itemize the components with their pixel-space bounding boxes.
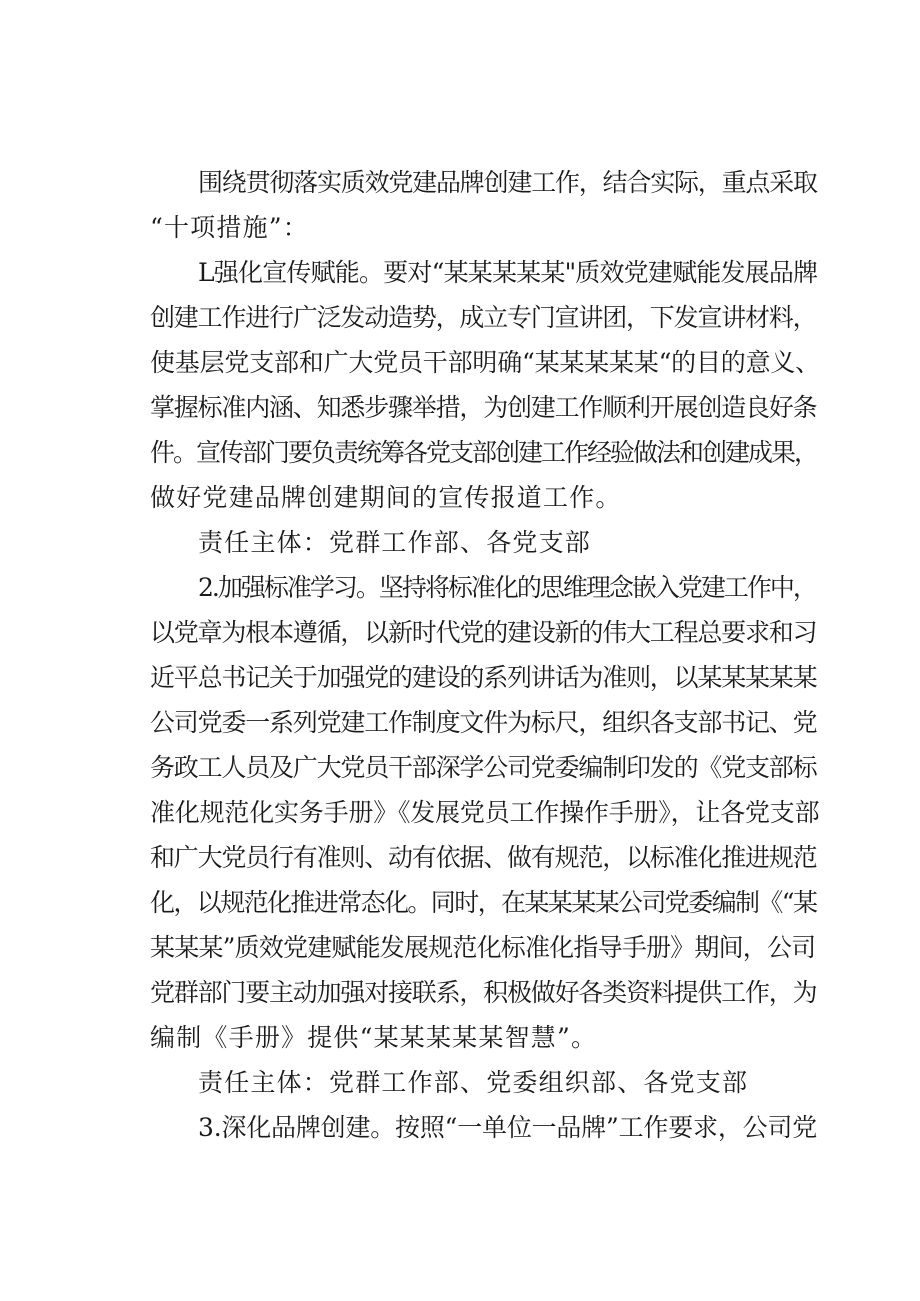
responsibility-1: 责任主体：党群工作部、各党支部 [198,528,592,557]
measure-2-heading-line: 2.加强标准学习。坚持将标准化的思维理念嵌入党建工作中， [198,573,816,602]
measure-1-line: 创建工作进行广泛发动造势，成立专门宣讲团，下发宣讲材料， [150,303,817,332]
measure-2-line: 近平总书记关于加强党的建设的系列讲话为准则，以某某某某某 [150,663,817,692]
measure-2-line: 务政工人员及广大党员干部深学公司党委编制印发的《党支部标 [150,753,817,782]
measure-2-line: 党群部门要主动加强对接联系，积极做好各类资料提供工作，为 [150,978,817,1007]
measure-2-line: 和广大党员行有准则、动有依据、做有规范，以标准化推进规范 [150,843,817,872]
measure-2-line: 公司党委一系列党建工作制度文件为标尺，组织各支部书记、党 [150,708,817,737]
measure-1-heading-line: L强化宣传赋能。要对“某某某某某"质效党建赋能发展品牌 [198,258,818,287]
measure-1-line: 做好党建品牌创建期间的宣传报道工作。 [150,483,622,512]
measure-1-line: 件。宣传部门要负责统筹各党支部创建工作经验做法和创建成果， [150,438,818,467]
measure-2-line: 编制《手册》提供“某某某某某智慧”。 [150,1023,598,1052]
intro-line-2: “十项措施”： [150,213,309,242]
measure-1-line: 掌握标准内涵、知悉步骤举措，为创建工作顺利开展创造良好条 [150,393,817,422]
measure-1-line: 使基层党支部和广大党员干部明确“某某某某某“的目的意义、 [150,348,820,377]
measure-2-line: 某某某”质效党建赋能发展规范化标准化指导手册》期间，公司 [150,933,816,962]
measure-2-line: 准化规范化实务手册》《发展党员工作操作手册》，让各党支部 [150,798,820,827]
intro-line-1: 围绕贯彻落实质效党建品牌创建工作，结合实际，重点采取 [198,168,817,197]
measure-2-line: 以党章为根本遵循，以新时代党的建设新的伟大工程总要求和习 [150,618,817,647]
responsibility-2: 责任主体：党群工作部、党委组织部、各党支部 [198,1068,749,1097]
measure-3-heading-line: 3.深化品牌创建。按照“一单位一品牌”工作要求，公司党 [198,1113,818,1142]
measure-2-line: 化，以规范化推进常态化。同时，在某某某某公司党委编制《“某 [150,888,817,917]
